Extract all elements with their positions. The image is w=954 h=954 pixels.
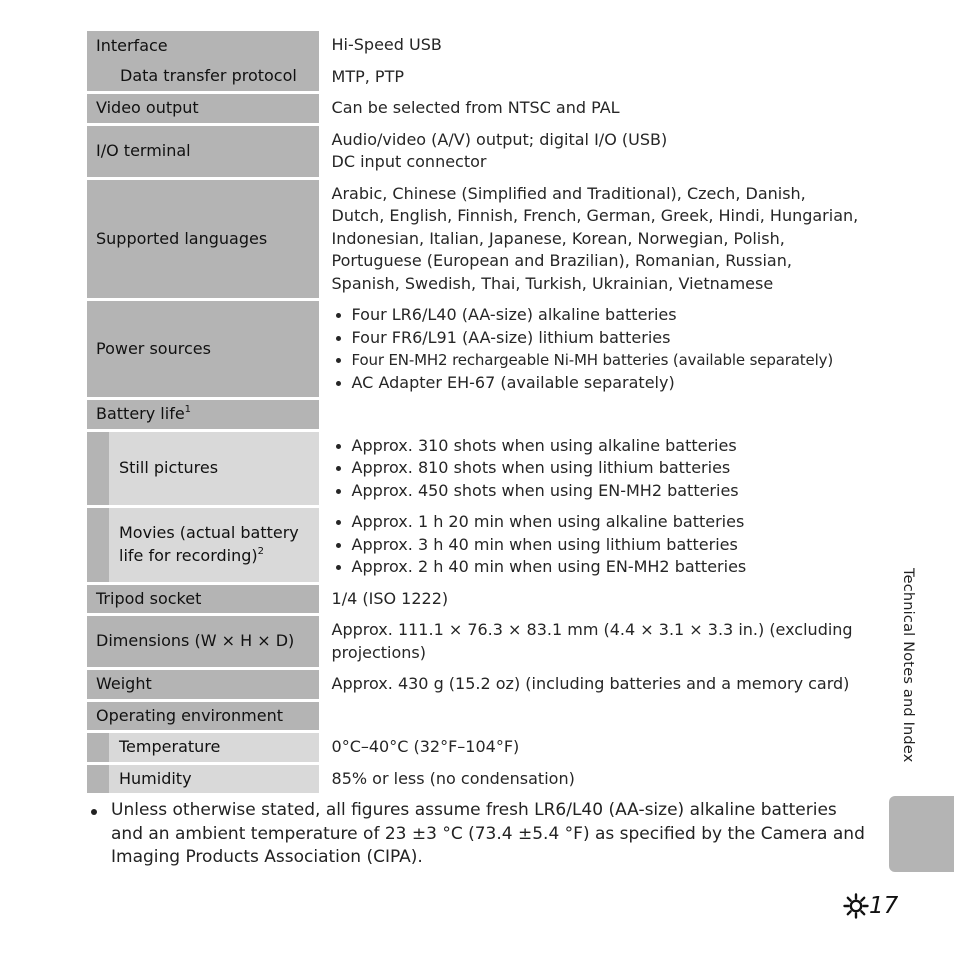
spec-value: 0°C–40°C (32°F–104°F): [320, 732, 867, 764]
bullet-list: [332, 511, 864, 579]
list-item: Four EN-MH2 rechargeable Ni-MH batteries (available separately): [332, 349, 864, 372]
list-item: Approx. 3 h 40 min when using lithium batteries: [332, 534, 864, 557]
spec-value: Approx. 111.1 × 76.3 × 83.1 mm (4.4 × 3.1 × 3.3 in.) (excluding projections): [320, 615, 867, 669]
value-line: DC input connector: [331, 152, 487, 171]
spec-label: Interface: [87, 31, 320, 61]
spec-label: Data transfer protocol: [109, 61, 320, 93]
spec-value: Arabic, Chinese (Simplified and Traditional), Czech, Danish, Dutch, English, Finnish, French, German, Greek, Hindi, Hungarian, Indonesian, Italian, Japanese, Korean, Norwegian, Polish, Portuguese (European and Brazilian), Romanian, Russian, Spanish, Swedish, Thai, Turkish, Ukrainian, Vietnamese: [320, 178, 867, 300]
spec-label: Operating environment: [87, 700, 320, 732]
label-line: life for recording)$^2$: [119, 545, 265, 565]
spec-row-temperature: [87, 732, 867, 764]
spec-row-humidity: [87, 763, 867, 793]
indent-bar: [87, 61, 109, 93]
spec-label: Temperature: [109, 732, 320, 764]
list-item: Approx. 1 h 20 min when using alkaline batteries: [332, 511, 864, 534]
specifications-table: [87, 31, 867, 793]
spec-label: I/O terminal: [87, 124, 320, 178]
section-thumb-tab: [889, 796, 954, 872]
spec-value: Can be selected from NTSC and PAL: [320, 93, 867, 125]
bullet-icon: [91, 809, 97, 815]
spec-value: 85% or less (no condensation): [331, 768, 575, 788]
spec-row-interface: [87, 31, 867, 61]
spec-label: Supported languages: [87, 178, 320, 300]
footnote-text: Unless otherwise stated, all figures assume fresh LR6/L40 (AA-size) alkaline batteries and an ambient temperature of 23 ±3 °C (73.4 ±5.4 °F) as specified by the Camera and Imaging Products Association (CIPA).: [111, 800, 865, 867]
section-side-label: Technical Notes and Index: [900, 568, 916, 763]
spec-label: [87, 399, 320, 431]
spec-value: [320, 124, 867, 178]
spec-label: Weight: [87, 669, 320, 701]
list-item: Approx. 450 shots when using EN-MH2 batteries: [332, 480, 864, 503]
spec-row-io-terminal: [87, 124, 867, 178]
indent-bar: [87, 732, 109, 764]
bullet-list: [332, 304, 864, 394]
page-number-text: 17: [869, 893, 899, 919]
spec-row-video-output: [87, 93, 867, 125]
spec-row-still-pictures: [87, 430, 867, 507]
spec-value: Hi-Speed USB: [320, 31, 867, 61]
spec-row-battery-life: [87, 399, 867, 431]
indent-bar: [87, 763, 109, 793]
spec-row-languages: [87, 178, 867, 300]
spec-value-empty: [320, 399, 867, 431]
spec-label-text: Battery life: [96, 404, 185, 423]
indent-bar: [87, 430, 109, 507]
spec-row-movies: [87, 507, 867, 584]
spec-row-power-sources: [87, 300, 867, 399]
list-item: Four FR6/L91 (AA-size) lithium batteries: [332, 327, 864, 350]
spec-row-data-transfer: [87, 61, 867, 93]
page-number: [842, 892, 898, 920]
spec-label: Power sources: [87, 300, 320, 399]
list-item: Four LR6/L40 (AA-size) alkaline batteries: [332, 304, 864, 327]
footnote-marker: 2: [257, 545, 265, 557]
spec-value: [320, 430, 867, 507]
label-line: Movies (actual battery: [119, 523, 299, 543]
spec-value: [320, 300, 867, 399]
list-item: Approx. 2 h 40 min when using EN-MH2 batteries: [332, 556, 864, 579]
spec-row-dimensions: [87, 615, 867, 669]
spec-label: [109, 507, 320, 584]
footnote-marker: 1: [184, 404, 192, 415]
spec-value: MTP, PTP: [320, 61, 867, 93]
list-item: Approx. 810 shots when using lithium batteries: [332, 457, 864, 480]
list-item: AC Adapter EH-67 (available separately): [332, 372, 864, 395]
reference-icon: [842, 892, 870, 920]
spec-value: Approx. 430 g (15.2 oz) (including batteries and a memory card): [320, 669, 867, 701]
spec-row-environment: [87, 700, 867, 732]
spec-row-weight: [87, 669, 867, 701]
value-line: Audio/video (A/V) output; digital I/O (USB): [331, 129, 668, 149]
general-footnote: [88, 799, 868, 870]
spec-label: Tripod socket: [87, 583, 320, 615]
list-item: Approx. 310 shots when using alkaline batteries: [332, 435, 864, 458]
spec-value: [320, 507, 867, 584]
spec-row-tripod: [87, 583, 867, 615]
spec-label: Video output: [87, 93, 320, 125]
indent-bar: [87, 507, 109, 584]
spec-label: Humidity: [109, 763, 320, 793]
bullet-list: [332, 435, 864, 503]
spec-label: Dimensions (W × H × D): [87, 615, 320, 669]
spec-value-empty: [320, 700, 867, 732]
spec-value: 1/4 (ISO 1222): [320, 583, 867, 615]
spec-label: Still pictures: [109, 430, 320, 507]
